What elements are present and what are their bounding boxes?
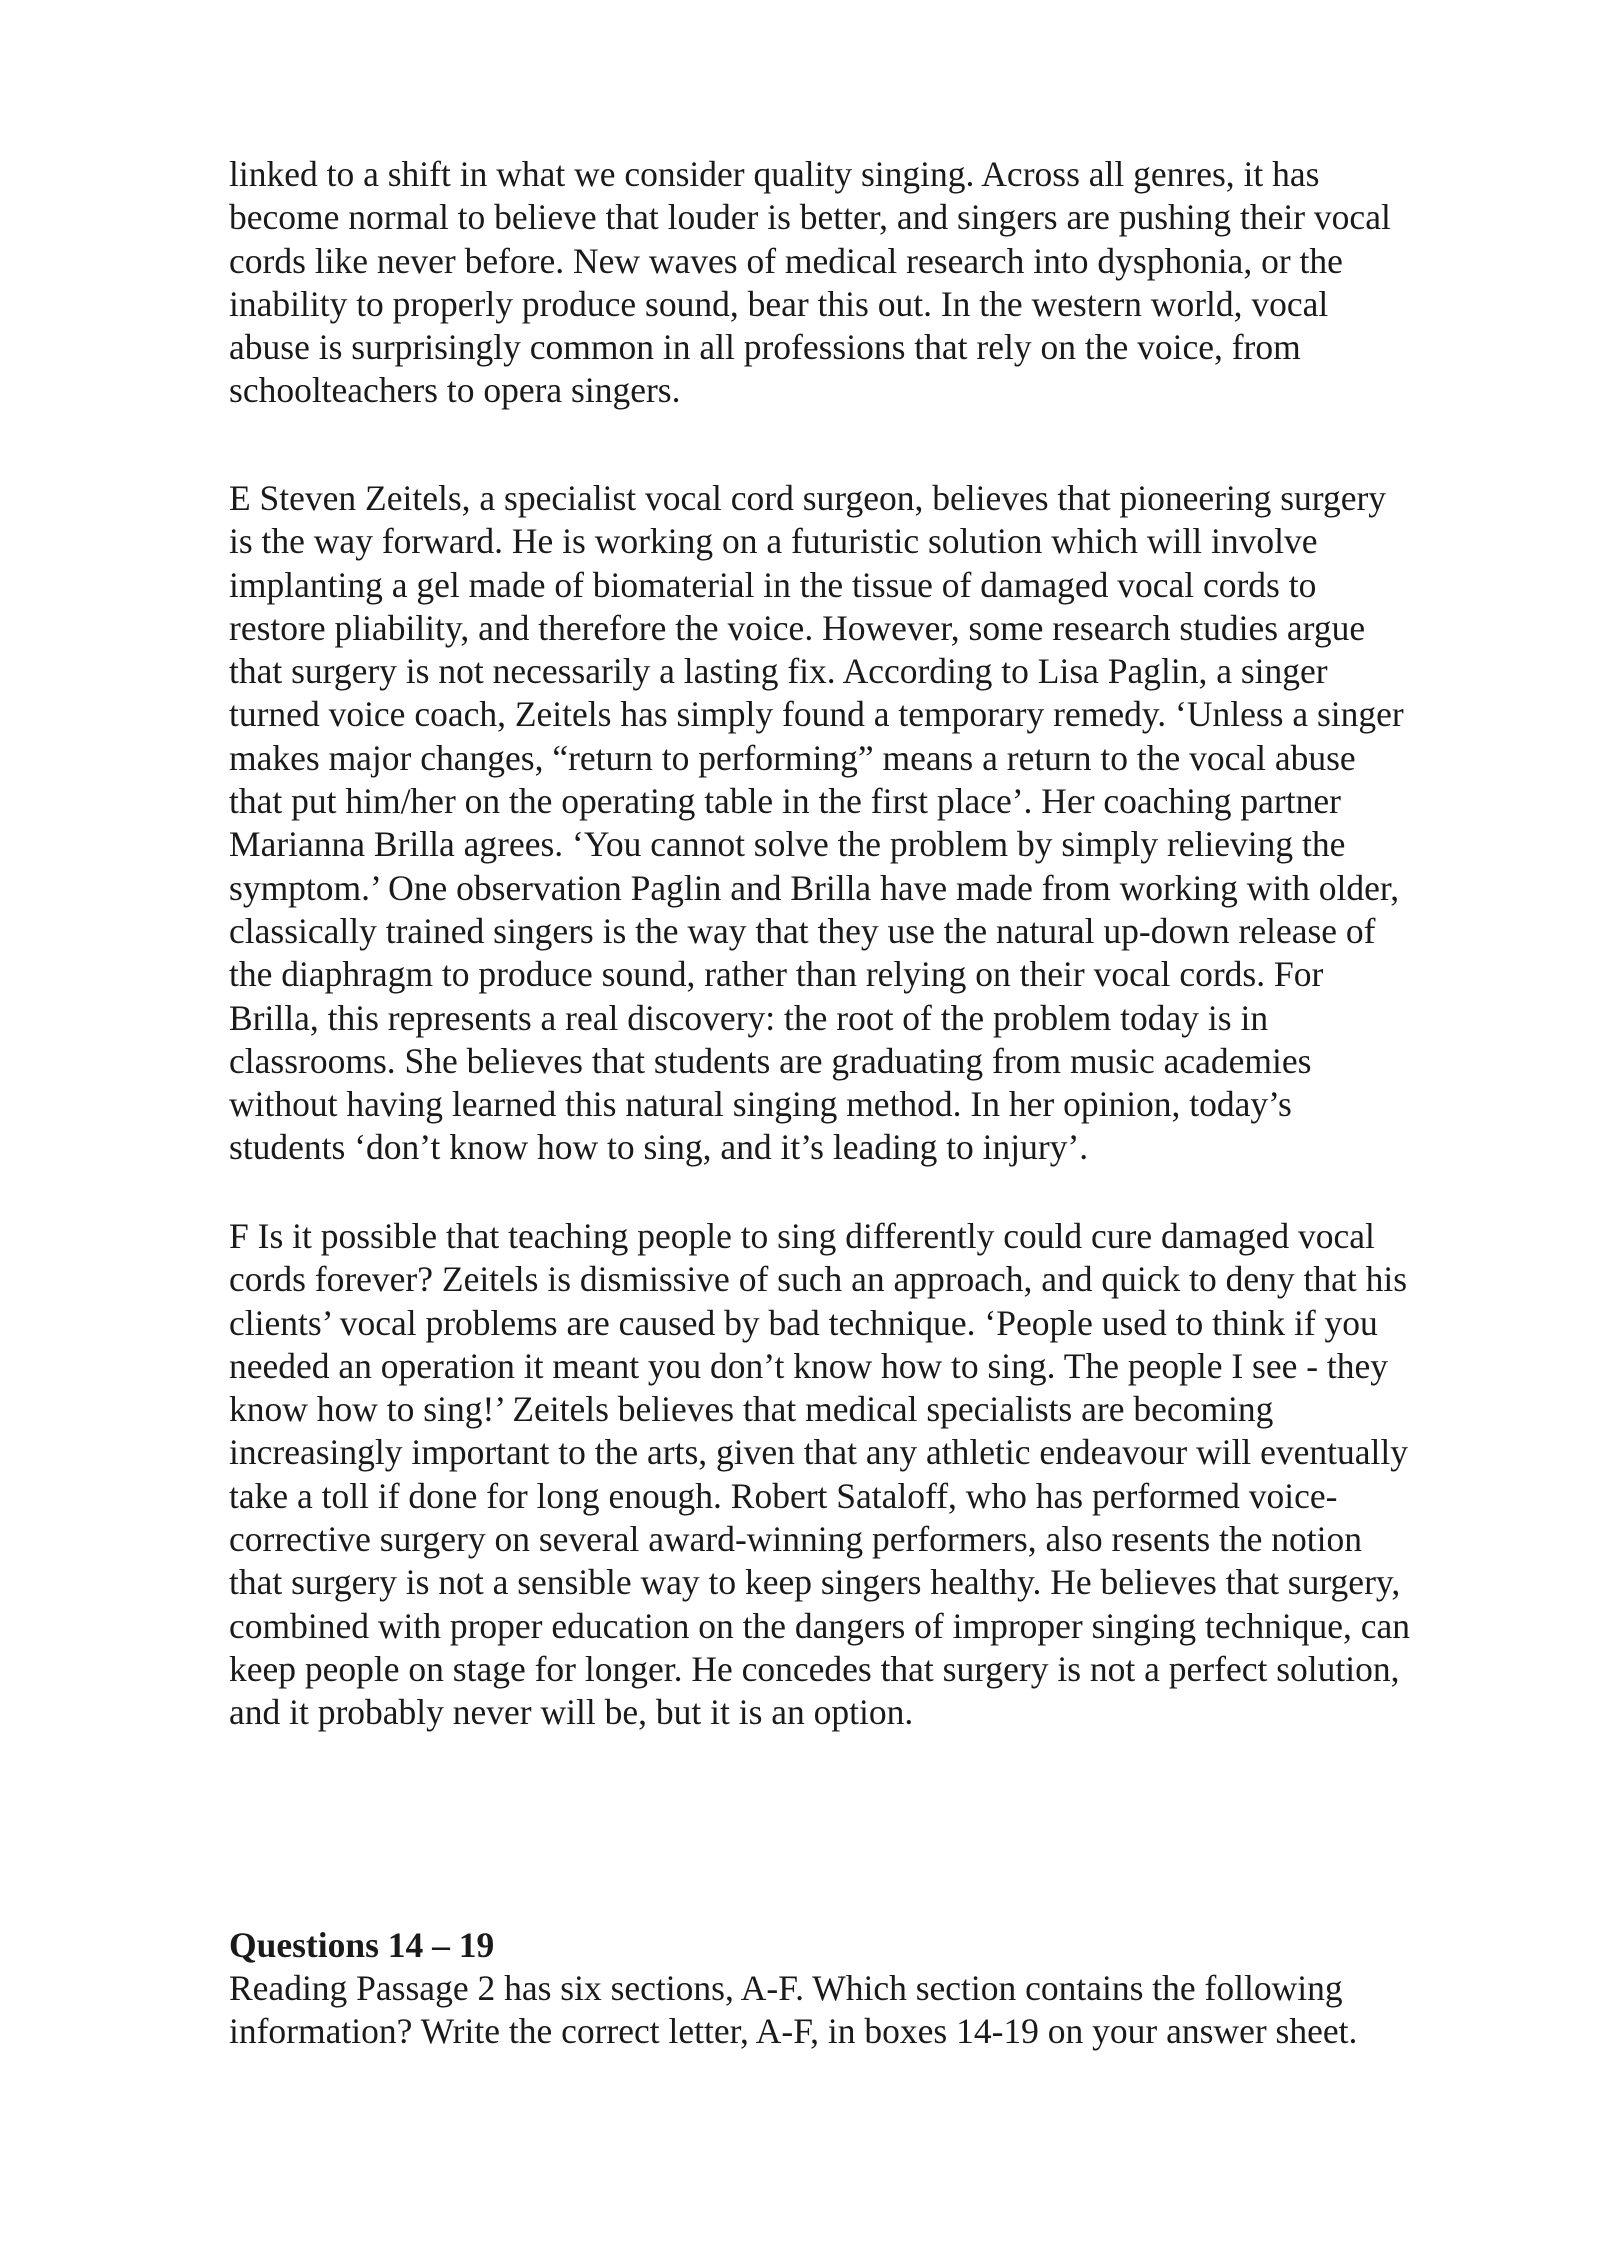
questions-instructions: Reading Passage 2 has six sections, A-F. Which section contains the following information? Write the correct letter, A-F, in boxes 14-19 on your answer sheet.	[229, 1968, 1358, 2052]
passage-paragraph-f: F Is it possible that teaching people to sing differently could cure damaged vocal cords forever? Zeitels is dismissive of such an approach, and quick to deny that his clients’ vocal problems are caused by bad technique. ‘People used to think if you needed an operation it meant you don’t know how to sing. The people I see - they know how to sing!’ Zeitels believes that medical specialists are becoming increasingly important to the arts, given that any athletic endeavour will eventually take a toll if done for long enough. Robert Sataloff, who has performed voice- corrective surgery on several award-winning performers, also resents the notion that surgery is not a sensible way to keep singers healthy. He believes that surgery, combined with proper education on the dangers of improper singing technique, can keep people on stage for longer. He concedes that surgery is not a perfect solution, and it probably never will be, but it is an option.	[229, 1216, 1411, 1733]
questions-heading: Questions 14 – 19	[229, 1925, 495, 1965]
passage-paragraph-e: E Steven Zeitels, a specialist vocal cord surgeon, believes that pioneering surgery is the way forward. He is working on a futuristic solution which will involve implanting a gel made of biomaterial in the tissue of damaged vocal cords to restore pliability, and therefore the voice. However, some research studies argue that surgery is not necessarily a lasting fix. According to Lisa Paglin, a singer turned voice coach, Zeitels has simply found a temporary remedy. ‘Unless a singer makes major changes, “return to performing” means a return to the vocal abuse that put him/her on the operating table in the first place’. Her coaching partner Marianna Brilla agrees. ‘You cannot solve the problem by simply relieving the symptom.’ One observation Paglin and Brilla have made from working with older, classically trained singers is the way that they use the natural up-down release of the diaphragm to produce sound, rather than relying on their vocal cords. For Brilla, this represents a real discovery: the root of the problem today is in classrooms. She believes that students are graduating from music academies without having learned this natural singing method. In her opinion, today’s students ‘don’t know how to sing, and it’s leading to injury’.	[229, 478, 1404, 1168]
passage-paragraph-d: linked to a shift in what we consider quality singing. Across all genres, it has become normal to believe that louder is better, and singers are pushing their vocal cords like never before. New waves of medical research into dysphonia, or the inability to properly produce sound, bear this out. In the western world, vocal abuse is surprisingly common in all professions that rely on the voice, from schoolteachers to opera singers.	[229, 154, 1391, 411]
